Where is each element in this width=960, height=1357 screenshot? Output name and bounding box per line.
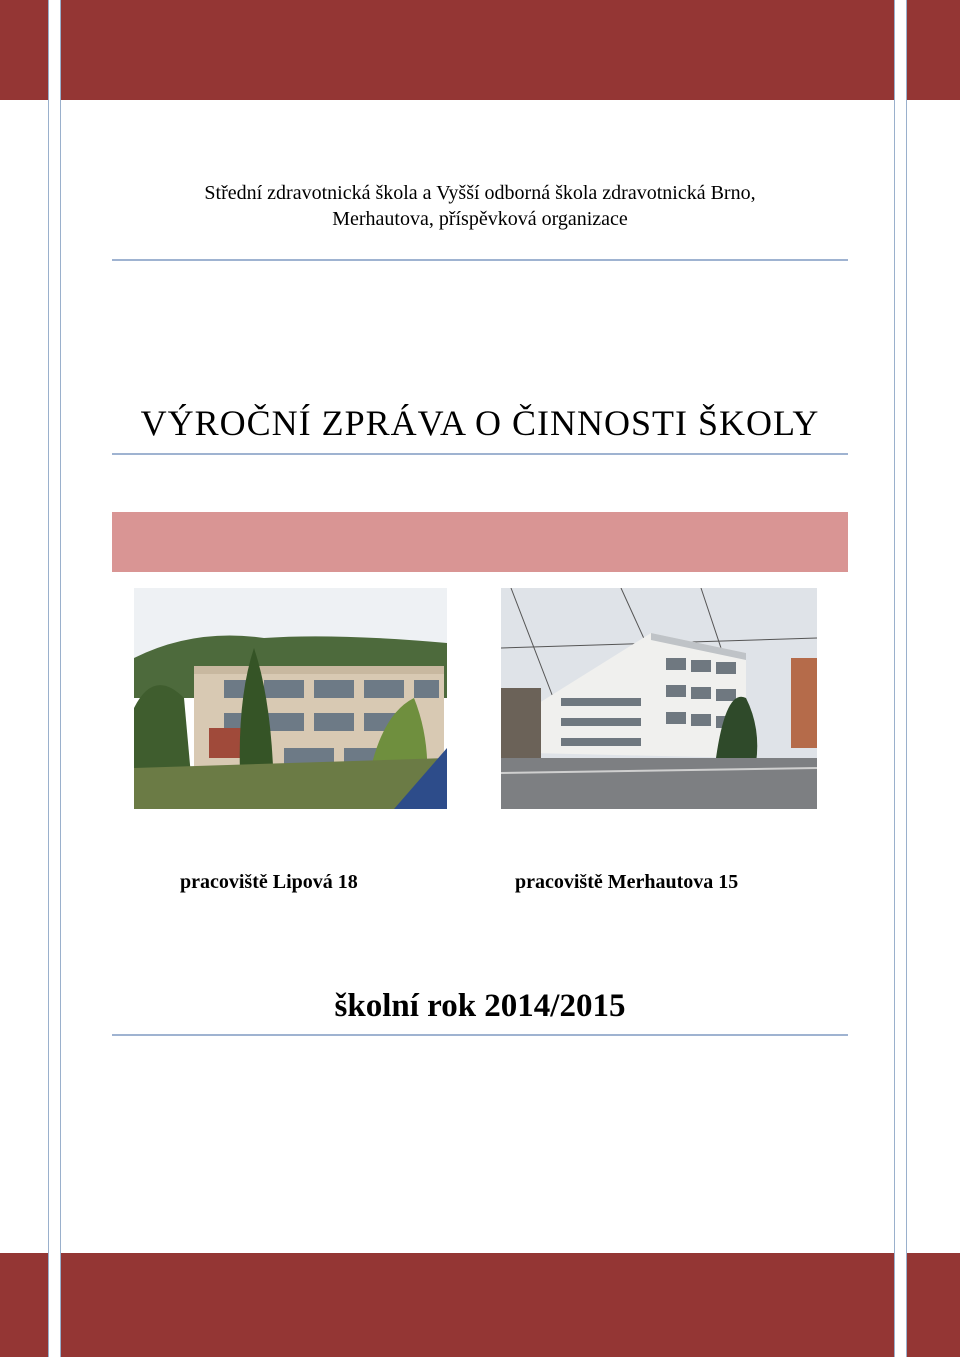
accent-bar bbox=[112, 512, 848, 572]
report-title: VÝROČNÍ ZPRÁVA O ČINNOSTI ŠKOLY bbox=[140, 403, 820, 443]
caption-merhautova: pracoviště Merhautova 15 bbox=[515, 871, 739, 893]
header-divider bbox=[112, 259, 848, 261]
year-divider bbox=[112, 1034, 848, 1036]
photo-lipova-building bbox=[134, 588, 447, 809]
organization-line-1: Střední zdravotnická škola a Vyšší odborná škola zdravotnická Brno, bbox=[204, 182, 756, 204]
organization-line-2: Merhautova, příspěvková organizace bbox=[332, 208, 628, 230]
organization-name bbox=[112, 180, 848, 232]
bottom-color-band bbox=[0, 1253, 960, 1357]
right-margin-line bbox=[894, 0, 907, 1357]
top-color-band bbox=[0, 0, 960, 100]
school-year: školní rok 2014/2015 bbox=[334, 988, 626, 1024]
title-divider bbox=[112, 453, 848, 455]
left-margin-line bbox=[48, 0, 61, 1357]
caption-lipova: pracoviště Lipová 18 bbox=[180, 871, 358, 893]
photo-merhautova-building bbox=[501, 588, 817, 809]
